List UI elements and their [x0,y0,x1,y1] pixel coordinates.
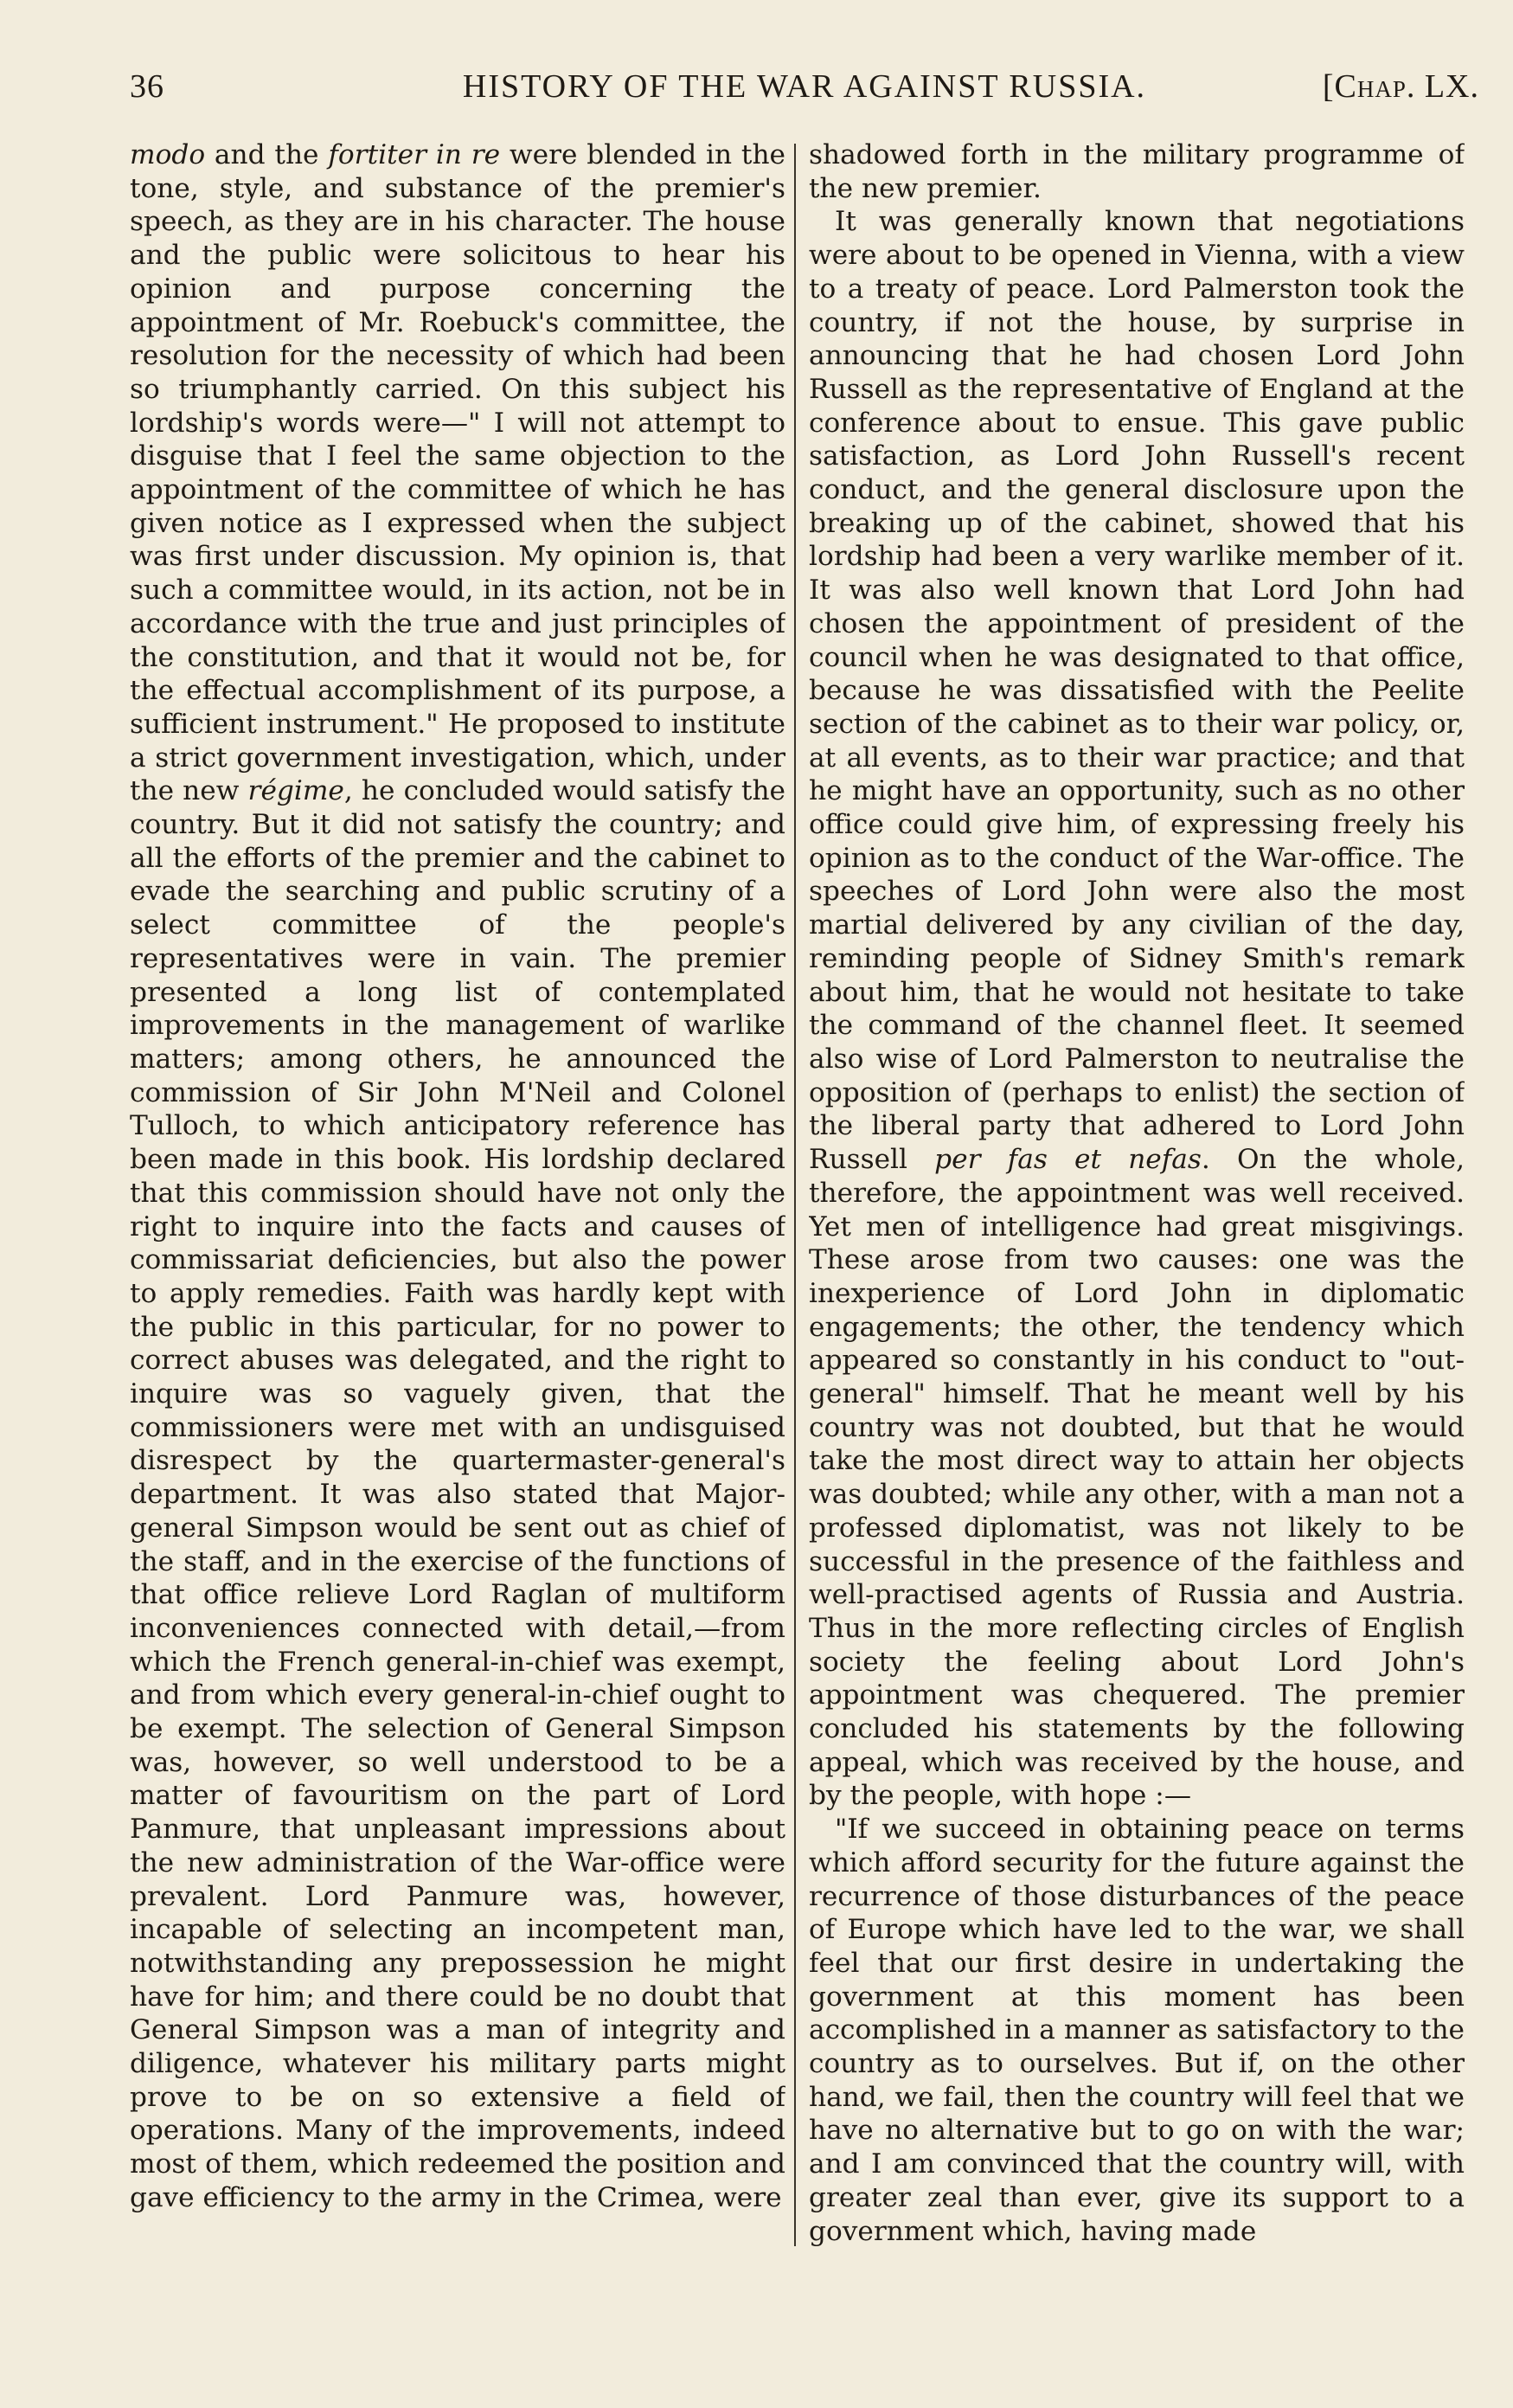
chapter-label: [Chap. LX. [1322,68,1479,105]
text-run: It was generally known that negotiations were about to be opened in Vienna, with a view to a treaty of peace. Lord Palmerston took the country, if not the house, by surprise in announcing that he had chosen Lord John Russell as the representative of England at the conference about to ensue. This gave public satisfaction, as Lord John Russell's recent conduct, and the general disclosure upon the breaking up of the cabinet, showed that his lordship had been a very warlike member of it. It was also well known that Lord John had chosen the appointment of president of the council when he was designated to that office, because he was dissatisfied with the Peelite section of the cabinet as to their war policy, or, at all events, as to their war practice; and that he might have an opportunity, such as no other office could give him, of expressing freely his opinion as to the conduct of the War-office. The speeches of Lord John were also the most martial delivered by any civilian of the day, reminding people of Sidney Smith's remark about him, that he would not hesitate to take the command of the channel fleet. It seemed also wise of Lord Palmerston to neutralise the opposition of (perhaps to enlist) the section of the liberal party that adhered to Lord John Russell [809,206,1465,1176]
right-column [809,138,1465,2258]
left-column [130,138,785,2258]
text-run: , he concluded would satisfy the country. But it did not satisfy the country; and all the efforts of the premier and the cabinet to evade the searching and public scrutiny of a select committee of the people's representatives were in vain. The premier presented a long list of contemplated improvements in the management of warlike matters; among others, he announced the commission of Sir John M'Neil and Colonel Tulloch, to which anticipatory reference has been made in this book. His lordship declared that this commission should have not only the right to inquire into the facts and causes of commissariat deficiencies, but also the power to apply remedies. Faith was hardly kept with the public in this particular, for no power to correct abuses was delegated, and the right to inquire was so vaguely given, that the commissioners were met with an undisguised disrespect by the quartermaster-general's department. It was also stated that Major-general Simpson would be sent out as chief of the staff, and in the exercise of the functions of that office relieve Lord Raglan of multiform inconveniences connected with detail,—from which the French general-in-chief was exempt, and from which every general-in-chief ought to be exempt. The selection of General Simpson was, however, so well understood to be a matter of favouritism on the part of Lord Panmure, that unpleasant impressions about the new administration of the War-office were prevalent. Lord Panmure was, however, incapable of selecting an incompetent man, notwithstanding any prepossession he might have for him; and there could be no doubt that General Simpson was a man of integrity and diligence, whatever his military parts might prove to be on so extensive a field of operations. Many of the improvements, indeed most of them, which redeemed the position and gave efficiency to the army in the Crimea, were [130,775,785,2213]
text-run: and the [205,139,329,170]
italic-phrase: fortiter in re [328,139,501,170]
italic-phrase: per fas et nefas [934,1144,1202,1176]
page-number: 36 [130,68,164,105]
right-paragraph-3-quote: "If we succeed in obtaining peace on terms which afford security for the future against the recurrence of those disturbances of the peace of Europe which have led to the war, we shall feel that our first desire in undertaking the government at this moment has been accomplished in a manner as satisfactory to the country as to ourselves. But if, on the other hand, we fail, then the country will feel that we have no alternative but to go on with the war; and I am convinced that the country will, with greater zeal than ever, give its support to a government which, having made [809,1814,1465,2247]
running-title: HISTORY OF THE WAR AGAINST RUSSIA. [462,68,1147,105]
right-paragraph-1: shadowed forth in the military programme of the new premier. [809,139,1465,204]
column-rule [794,144,796,2246]
right-paragraph-2 [809,205,1465,1813]
left-paragraph-1 [130,138,785,2215]
text-run: were blended in the tone, style, and substance of the premier's speech, as they are in his character. The house and the public were solicitous to hear his opinion and purpose concerning the appointment of Mr. Roebuck's committee, the resolution for the necessity of which had been so triumphantly carried. On this subject his lordship's words were—" I will not attempt to disguise that I feel the same objection to the appointment of the committee of which he has given notice as I expressed when the subject was first under discussion. My opinion is, that such a committee would, in its action, not be in accordance with the true and just principles of the constitution, and that it would not be, for the effectual accomplishment of its purpose, a sufficient instrument." He proposed to institute a strict government investigation, which, under the new [130,139,785,807]
italic-phrase: régime [247,775,344,807]
italic-phrase: modo [130,139,206,170]
running-header [130,67,1479,111]
text-run: . On the whole, therefore, the appointment was well received. Yet men of intelligence had great misgivings. These arose from two causes: one was the inexperience of Lord John in diplomatic engagements; the other, the tendency which appeared so constantly in his conduct to "out-general" himself. That he meant well by his country was not doubted, but that he would take the most direct way to attain her objects was doubted; while any other, with a man not a professed diplomatist, was not likely to be successful in the presence of the faithless and well-practised agents of Russia and Austria. Thus in the more reflecting circles of English society the feeling about Lord John's appointment was chequered. The premier concluded his statements by the following appeal, which was received by the house, and by the people, with hope :— [809,1144,1465,1812]
